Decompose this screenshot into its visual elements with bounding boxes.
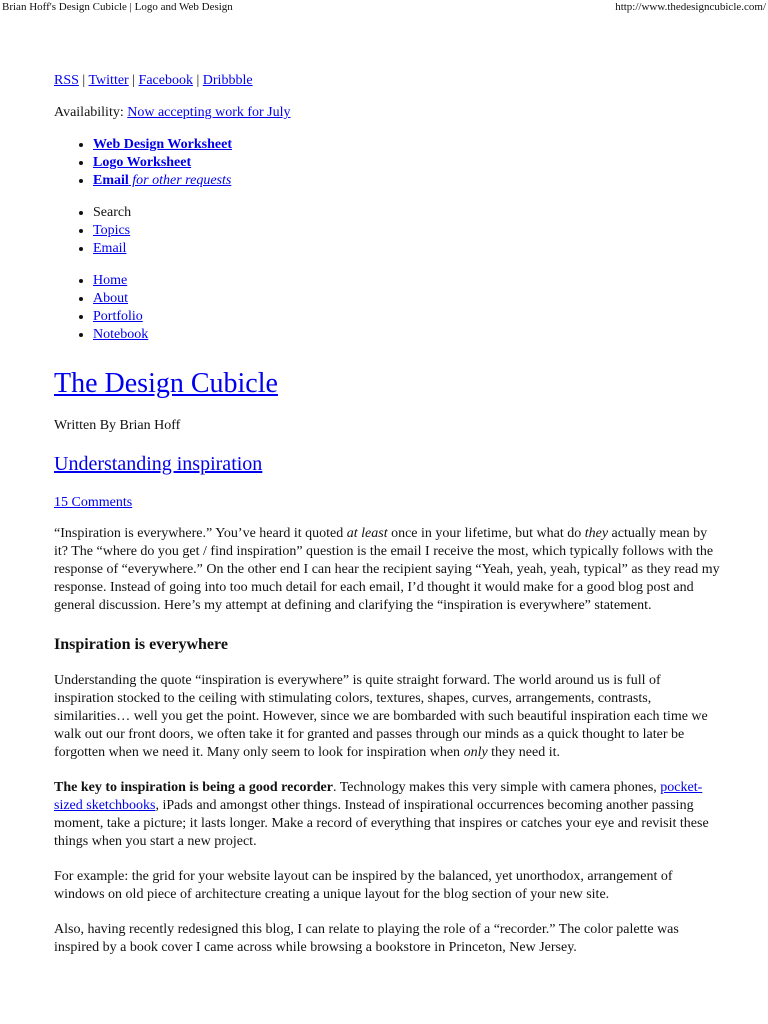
post-title-heading: [54, 451, 724, 477]
intro-emphasis: at least: [346, 526, 388, 541]
paragraph-text: they need it.: [487, 745, 560, 760]
list-item: [93, 204, 724, 222]
search-label[interactable]: Search: [93, 205, 132, 220]
intro-paragraph: [54, 525, 724, 615]
comments-count: [54, 494, 724, 512]
email-request-link[interactable]: [93, 173, 231, 188]
paragraph-text: . Technology makes this very simple with camera phones,: [332, 780, 661, 795]
body-paragraph: [54, 672, 724, 762]
dribbble-link[interactable]: Dribbble: [202, 73, 253, 88]
nav-portfolio[interactable]: Portfolio: [93, 309, 143, 324]
list-item: [93, 136, 724, 154]
intro-text: “Inspiration is everywhere.” You’ve heard it quoted: [54, 526, 347, 541]
body-paragraph: [54, 779, 724, 851]
list-item: [93, 326, 724, 344]
body-paragraph: Also, having recently redesigned this blog, I can relate to playing the role of a “recorder.” The color palette was inspired by a book cover I came across while browsing a bookstore in Princeton, New Jersey.: [54, 922, 679, 955]
intro-text: actually mean by it? The “where do you get / find inspiration” question is the email I receive the most, which typically follows with the response of “everywhere.” On the other end I can hear the recipient saying “Yeah, yeah, yeah, typical” as they read my response. Instead of going into too much detail for each email, I’d thought it would make for a good blog post and general discussion. Here’s my attempt at defining and clarifying the “inspiration is everywhere” statement.: [54, 526, 720, 613]
social-separator: |: [192, 73, 203, 88]
intro-text: once in your lifetime, but what do: [387, 526, 585, 541]
facebook-link[interactable]: Facebook: [138, 73, 193, 88]
availability-label: Availability:: [54, 105, 128, 120]
intro-emphasis: they: [584, 526, 609, 541]
topics-link[interactable]: Topics: [93, 223, 131, 238]
paragraph-text: , iPads and amongst other things. Instead of inspirational occurrences becoming another passing moment, take a picture; it lasts longer. Make a record of everything that inspires or catches your eye and revisit these things when you start a new project.: [54, 798, 709, 849]
comments-link[interactable]: 15 Comments: [54, 495, 133, 510]
email-link[interactable]: Email: [93, 241, 127, 256]
body-paragraph: For example: the grid for your website layout can be inspired by the balanced, yet unorthodox, arrangement of windows on old piece of architecture creating a unique layout for the blog section of your new site.: [54, 869, 673, 902]
social-separator: |: [128, 73, 139, 88]
social-links: [54, 71, 724, 91]
list-item: [93, 172, 724, 190]
print-header: [0, 0, 768, 14]
print-page-title: Brian Hoff's Design Cubicle | Logo and Web Design: [2, 1, 233, 13]
logo-worksheet-link[interactable]: Logo Worksheet: [93, 155, 192, 170]
paragraph-text: Understanding the quote “inspiration is everywhere” is quite straight forward. The world around us is full of inspiration stocked to the ceiling with stimulating colors, textures, shapes, curves, arrangements, contrasts, similarities… well you get the point. However, since we are bombarded with such beautiful inspiration each time we walk out our front doors, we often take it for granted and passes through our minds as a quick thought to later be forgotten when we need it. Many only seem to look for inspiration when: [54, 673, 708, 760]
post-title-link[interactable]: Understanding inspiration: [54, 453, 263, 475]
paragraph-emphasis: only: [463, 745, 488, 760]
email-request-note: for other requests: [128, 173, 232, 188]
worksheet-list: [54, 136, 724, 190]
author-byline: Written By Brian Hoff: [54, 418, 181, 433]
email-request-label: Email: [93, 173, 129, 188]
nav-notebook[interactable]: Notebook: [93, 327, 149, 342]
availability-link[interactable]: Now accepting work for July: [127, 105, 291, 120]
list-item: [93, 308, 724, 326]
twitter-link[interactable]: Twitter: [88, 73, 129, 88]
web-design-worksheet-link[interactable]: Web Design Worksheet: [93, 137, 232, 152]
list-item: [93, 290, 724, 308]
paragraph-strong: The key to inspiration is being a good recorder: [54, 780, 333, 795]
nav-about[interactable]: About: [93, 291, 128, 306]
page-content: [54, 71, 724, 957]
list-item: [93, 272, 724, 290]
nav-home[interactable]: Home: [93, 273, 128, 288]
rss-link[interactable]: RSS: [54, 73, 79, 88]
section-heading: Inspiration is everywhere: [54, 636, 228, 653]
tools-list: [54, 204, 724, 258]
main-nav: [54, 272, 724, 344]
list-item: [93, 222, 724, 240]
sketchbooks-link[interactable]: pocket-sized sketchbooks: [54, 780, 703, 813]
list-item: [93, 240, 724, 258]
list-item: [93, 154, 724, 172]
availability: [54, 103, 724, 123]
social-separator: |: [78, 73, 89, 88]
site-title-link[interactable]: The Design Cubicle: [54, 368, 278, 399]
site-title-heading: [54, 366, 724, 402]
print-page-url: http://www.thedesigncubicle.com/: [615, 1, 766, 13]
